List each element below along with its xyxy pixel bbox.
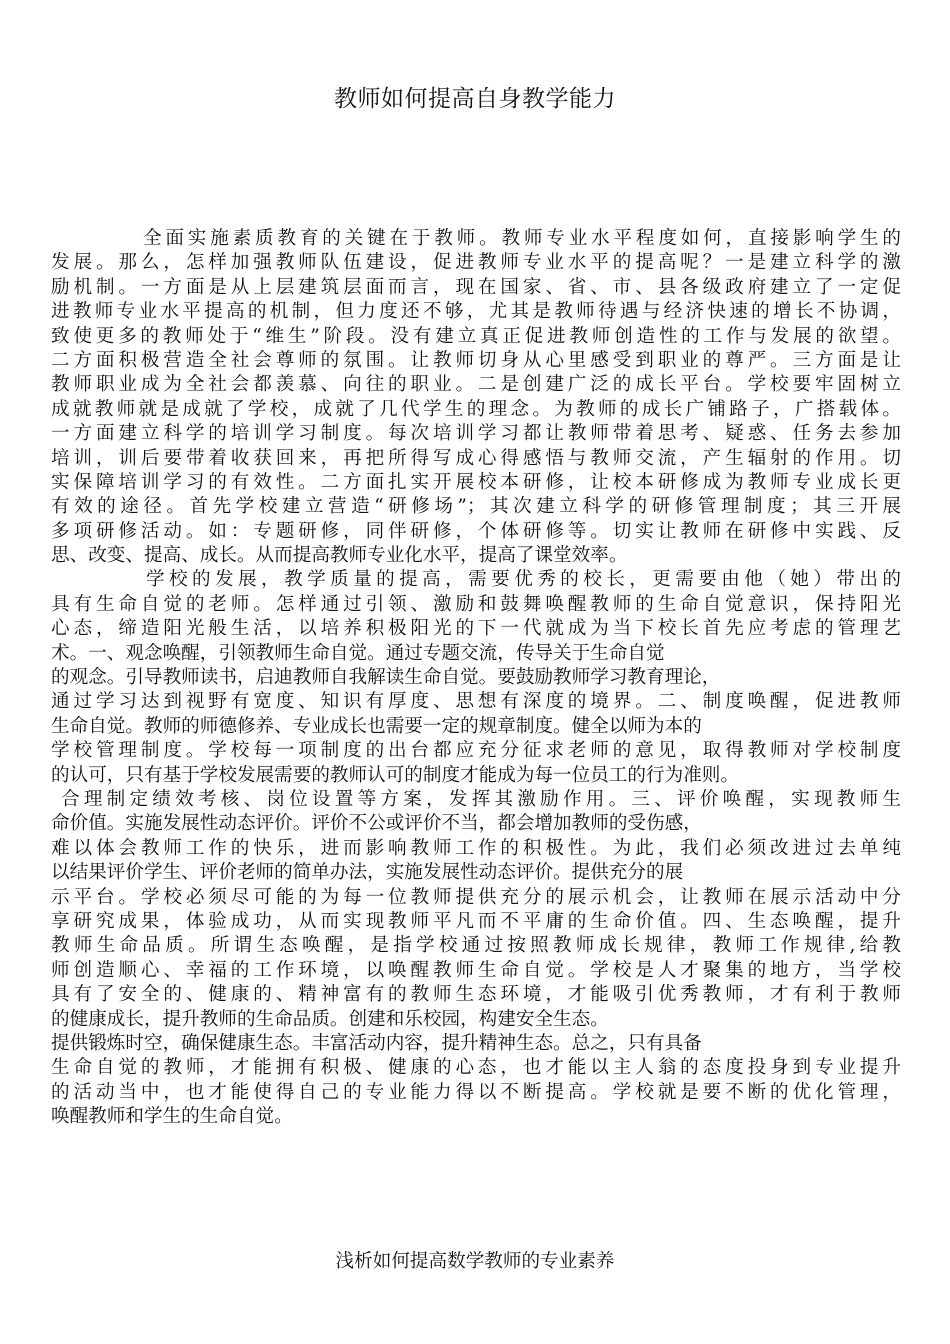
body-line: 通过学习达到视野有宽度、知识有厚度、思想有深度的境界。二、制度唤醒，促进教师 bbox=[51, 691, 901, 713]
body-line: 致使更多的教师处于“维生”阶段。没有建立真正促进教师创造性的工作与发展的欲望。 bbox=[51, 325, 901, 347]
body-line: 教师职业成为全社会都羡慕、向往的职业。二是创建广泛的成长平台。学校要牢固树立 bbox=[51, 374, 901, 396]
body-line: 学校管理制度。学校每一项制度的出台都应充分征求老师的意见，取得教师对学校制度 bbox=[51, 740, 901, 762]
document-body bbox=[51, 227, 901, 1129]
body-line: 思、改变、提高、成长。从而提高教师专业化水平，提高了课堂效率。 bbox=[51, 545, 628, 567]
body-line: 生命自觉。教师的师德修养、专业成长也需要一定的规章制度。健全以师为本的 bbox=[51, 715, 702, 737]
body-line: 进教师专业水平提高的机制，但力度还不够，尤其是教师待遇与经济快速的增长不协调， bbox=[51, 301, 901, 323]
document-title: 教师如何提高自身教学能力 bbox=[334, 86, 616, 112]
body-line: 提供锻炼时空，确保健康生态。丰富活动内容，提升精神生态。总之，只有具备 bbox=[51, 1032, 702, 1054]
body-line: 多项研修活动。如：专题研修，同伴研修，个体研修等。切实让教师在研修中实践、反 bbox=[51, 520, 901, 542]
body-line: 师创造顺心、幸福的工作环境，以唤醒教师生命自觉。学校是人才聚集的地方，当学校 bbox=[51, 959, 901, 981]
body-line: 的健康成长，提升教师的生命品质。创建和乐校园，构建安全生态。 bbox=[51, 1008, 609, 1030]
body-line: 具有生命自觉的老师。怎样通过引领、激励和鼓舞唤醒教师的生命自觉意识，保持阳光 bbox=[51, 593, 901, 615]
body-line: 的观念。引导教师读书，启迪教师自我解读生命自觉。要鼓励教师学习教育理论， bbox=[51, 667, 721, 689]
body-line: 励机制。一方面是从上层建筑层面而言，现在国家、省、市、县各级政府建立了一定促 bbox=[51, 276, 901, 298]
body-line: 命价值。实施发展性动态评价。评价不公或评价不当，都会增加教师的受伤感， bbox=[51, 813, 702, 835]
body-line: 难以体会教师工作的快乐，进而影响教师工作的积极性。为此，我们必须改进过去单纯 bbox=[51, 837, 901, 859]
body-line: 发展。那么，怎样加强教师队伍建设，促进教师专业水平的提高呢？一是建立科学的激 bbox=[51, 252, 901, 274]
body-line: 一方面建立科学的培训学习制度。每次培训学习都让教师带着思考、疑惑、任务去参加 bbox=[51, 423, 901, 445]
body-line: 的认可，只有基于学校发展需要的教师认可的制度才能成为每一位员工的行为准则。 bbox=[51, 764, 739, 786]
body-line: 生命自觉的教师，才能拥有积极、健康的心态，也才能以主人翁的态度投身到专业提升 bbox=[51, 1057, 901, 1079]
body-line: 培训，训后要带着收获回来，再把所得写成心得感悟与教师交流，产生辐射的作用。切 bbox=[51, 447, 901, 469]
body-line: 实保障培训学习的有效性。二方面扎实开展校本研修，让校本研修成为教师专业成长更 bbox=[51, 471, 901, 493]
body-line: 示平台。学校必须尽可能的为每一位教师提供充分的展示机会，让教师在展示活动中分 bbox=[51, 886, 901, 908]
body-line: 心态，缔造阳光般生活，以培养积极阳光的下一代就成为当下校长首先应考虑的管理艺 bbox=[51, 618, 901, 640]
body-line: 合理制定绩效考核、岗位设置等方案，发挥其激励作用。三、评价唤醒，实现教师生 bbox=[61, 788, 901, 810]
body-line: 成就教师就是成就了学校，成就了几代学生的理念。为教师的成长广铺路子，广搭载体。 bbox=[51, 398, 901, 420]
body-line: 唤醒教师和学生的生命自觉。 bbox=[51, 1106, 293, 1128]
body-line: 的活动当中，也才能使得自己的专业能力得以不断提高。学校就是要不断的优化管理， bbox=[51, 1081, 901, 1103]
body-line: 全面实施素质教育的关键在于教师。教师专业水平程度如何，直接影响学生的 bbox=[143, 228, 901, 249]
body-line: 以结果评价学生、评价老师的简单办法，实施发展性动态评价。提供充分的展 bbox=[51, 862, 684, 884]
body-line: 具有了安全的、健康的、精神富有的教师生态环境，才能吸引优秀教师，才有利于教师 bbox=[51, 984, 901, 1006]
body-line: 学校的发展，教学质量的提高，需要优秀的校长，更需要由他（她）带出的 bbox=[146, 569, 901, 591]
body-line: 教师生命品质。所谓生态唤醒，是指学校通过按照教师成长规律，教师工作规律,给教 bbox=[51, 935, 901, 957]
body-line: 术。一、观念唤醒，引领教师生命自觉。通过专题交流，传导关于生命自觉 bbox=[51, 642, 665, 664]
body-line: 有效的途径。首先学校建立营造“研修场”；其次建立科学的研修管理制度；其三开展 bbox=[51, 496, 901, 518]
body-line: 享研究成果，体验成功，从而实现教师平凡而不平庸的生命价值。四、生态唤醒，提升 bbox=[51, 910, 901, 932]
body-line: 二方面积极营造全社会尊师的氛围。让教师切身从心里感受到职业的尊严。三方面是让 bbox=[51, 349, 901, 371]
next-document-title: 浅析如何提高数学教师的专业素养 bbox=[335, 1251, 615, 1272]
